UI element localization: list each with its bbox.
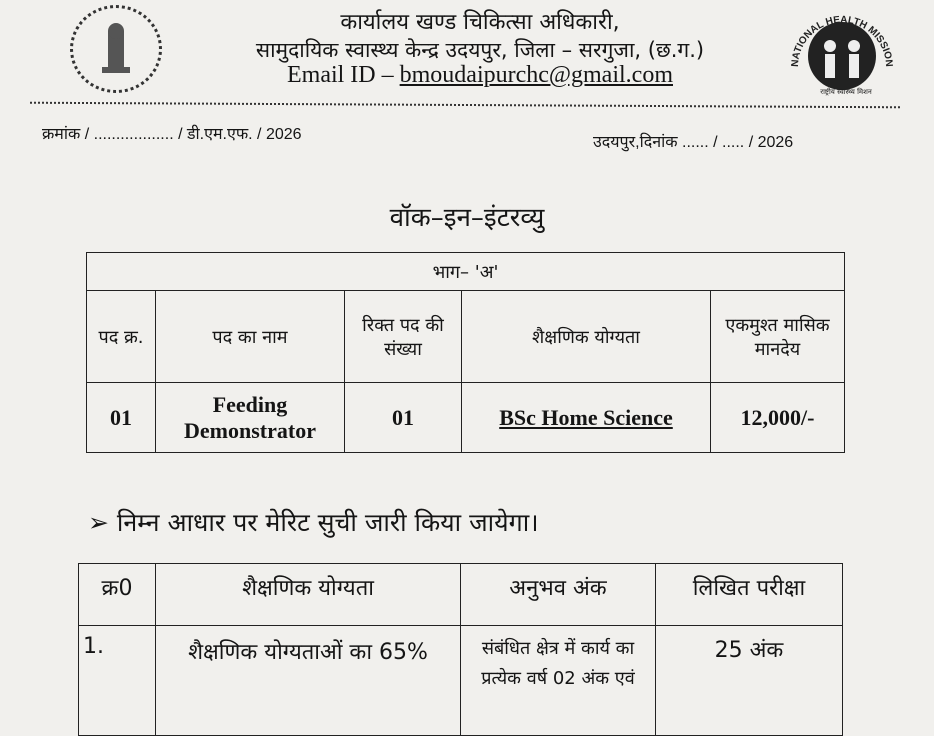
cell: 01 (87, 383, 156, 453)
section-label: भाग– 'अ' (87, 253, 845, 291)
email-link[interactable]: bmoudaipurchc@gmail.com (399, 62, 673, 88)
header-cell: शैक्षणिक योग्यता (156, 564, 461, 626)
nhm-logo-subtitle: राष्ट्रीय स्वास्थ्य मिशन (820, 88, 872, 96)
header-cell: अनुभव अंक (461, 564, 656, 626)
header-cell: पद का नाम (156, 291, 345, 383)
header-cell: रिक्त पद की संख्या (345, 291, 462, 383)
header-cell: शैक्षणिक योग्यता (462, 291, 711, 383)
header-cell: क्र0 (79, 564, 156, 626)
table-row (87, 383, 845, 453)
header-cell: लिखित परीक्षा (656, 564, 843, 626)
page-title: वॉक–इन–इंटरव्यु (389, 203, 545, 233)
cell: 01 (345, 383, 462, 453)
date-line: उदयपुर,दिनांक ...... / ..... / 2026 (593, 134, 794, 151)
merit-note: ➢ निम्न आधार पर मेरिट सुची जारी किया जायेगा। (88, 508, 539, 537)
government-emblem-logo (70, 5, 162, 93)
nhm-logo-text: NATIONAL HEALTH MISSION (789, 14, 895, 68)
cell: 1. (79, 626, 156, 736)
vacancy-table (86, 252, 845, 453)
header-cell: एकमुश्त मासिक मानदेय (711, 291, 845, 383)
merit-table (78, 563, 843, 736)
reference-number: क्रमांक / .................. / डी.एम.एफ. / 2026 (42, 126, 302, 143)
divider (30, 102, 900, 109)
cell: 25 अंक (656, 626, 843, 736)
cell: शैक्षणिक योग्यताओं का 65% (156, 626, 461, 736)
cell: संबंधित क्षेत्र में कार्य का प्रत्येक वर्ष 02 अंक एवं (461, 626, 656, 736)
email-line (180, 62, 780, 89)
email-label: Email ID – (286, 62, 400, 88)
cell: 12,000/- (711, 383, 845, 453)
table-row (79, 626, 843, 736)
office-address: सामुदायिक स्वास्थ्य केन्द्र उदयपुर, जिला – सरगुजा, (छ.ग.) (255, 38, 705, 62)
cell: BSc Home Science (462, 383, 711, 453)
office-name: कार्यालय खण्ड चिकित्सा अधिकारी, (340, 10, 620, 35)
cell: Feeding Demonstrator (156, 383, 345, 453)
header-cell: पद क्र. (87, 291, 156, 383)
